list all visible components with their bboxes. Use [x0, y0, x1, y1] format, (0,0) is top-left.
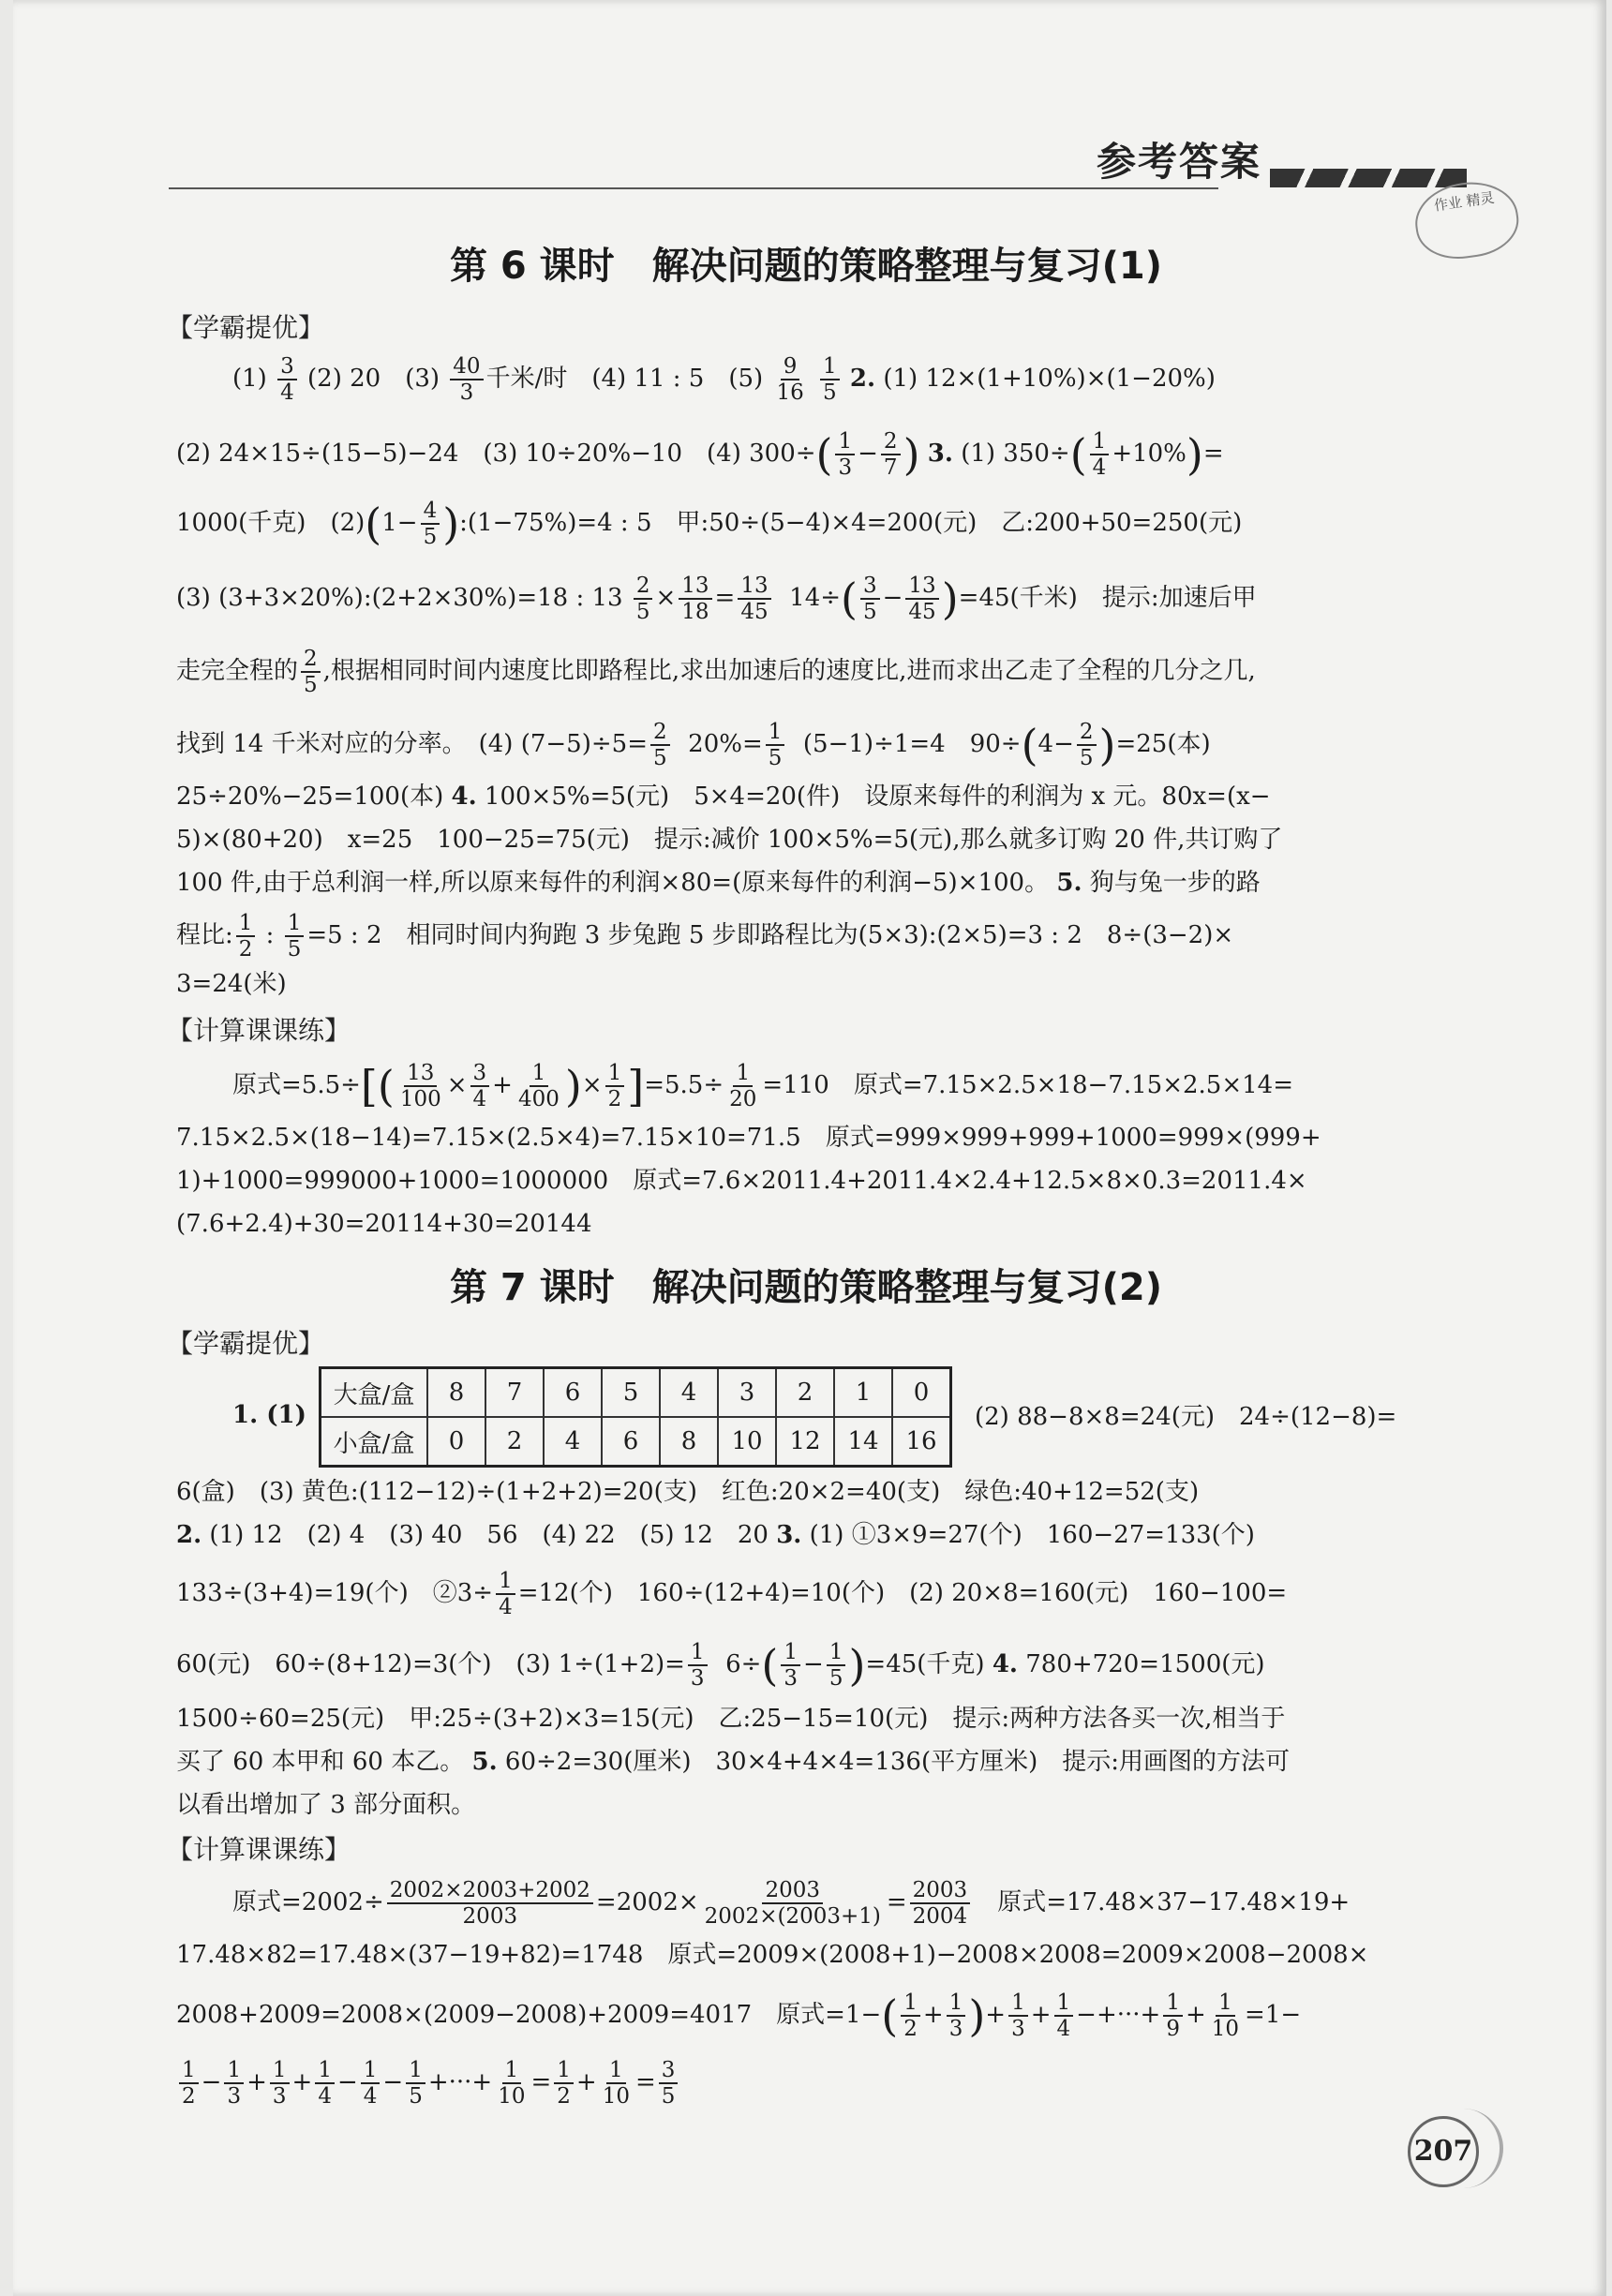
lesson7-title: 第 7 课时 解决问题的策略整理与复习(2) [449, 1266, 1163, 1309]
header-title: 参考答案 [1097, 139, 1262, 185]
l6-line10: 程比: $\frac{1}{2}$ : $\frac{1}{5}$ =5 : 2 相同时间内狗跑 3 步兔跑 5 步即路程比为(5×3):(2×5)=3 : 2 8÷(3−2)× [176, 911, 1234, 962]
stamp-logo: 作业 精灵 [1410, 176, 1523, 265]
table-cell: 10 [718, 1417, 776, 1467]
l7-line5: 1500÷60=25(元) 甲:25÷(3+2)×3=15(元) 乙:25−15=10(元) 提示:两种方法各买一次,相当于 [176, 1705, 1286, 1733]
l7-line7: 以看出增加了 3 部分面积。 [176, 1791, 476, 1819]
l6-line5: 走完全程的 $\frac{2}{5}$ ,根据相同时间内速度比即路程比,求出加速后的速度比,进而求出乙走了全程的几分之几, [176, 647, 1256, 697]
l7-line2: 2. (1) 12 (2) 4 (3) 40 56 (4) 22 (5) 12 20 3. (1) ①3×9=27(个) 160−27=133(个) [176, 1521, 1255, 1549]
l6-calc2: 7.15×2.5×(18−14)=7.15×(2.5×4)=7.15×10=71.5 原式=999×999+999+1000=999×(999+ [176, 1124, 1321, 1152]
table-cell: 12 [776, 1417, 834, 1467]
l7-line4: 60(元) 60÷(8+12)=3(个) (3) 1÷(1+2)= $\frac{1}{3}$ 6÷( $\frac{1}{3}$ − $\frac{1}{5}$ )=45(千克) 4. 780+720=1500(元) [176, 1640, 1265, 1691]
lesson6-tag-jisuan: 【计算课课练】 [167, 1015, 351, 1046]
lesson6-title: 第 6 课时 解决问题的策略整理与复习(1) [449, 245, 1163, 288]
l7-calc4: $\frac{1}{2}$ − $\frac{1}{3}$ + $\frac{1}{3}$ + $\frac{1}{4}$ − $\frac{1}{4}$ − $\frac{1}{5}$ +···+ $\frac{1}{10}$ = $\frac{1}{2}$ + $\frac{1}{10}$ = $\frac{3}{5}$ [176, 2058, 680, 2109]
l6-line7: 25÷20%−25=100(本) 4. 100×5%=5(元) 5×4=20(件) 设原来每件的利润为 x 元。80x=(x− [176, 783, 1271, 811]
header-decoration [1270, 169, 1467, 187]
table-cell: 2 [776, 1368, 834, 1418]
table-row [321, 1417, 951, 1467]
lesson7-tag-xueba: 【学霸提优】 [167, 1328, 325, 1359]
table-cell: 0 [427, 1417, 485, 1467]
header-rule [169, 187, 1218, 189]
l7-line6: 买了 60 本甲和 60 本乙。 5. 60÷2=30(厘米) 30×4+4×4=136(平方厘米) 提示:用画图的方法可 [176, 1748, 1291, 1776]
l7-table-right: (2) 88−8×8=24(元) 24÷(12−8)= [975, 1403, 1397, 1431]
lesson6-tag-xueba: 【学霸提优】 [167, 312, 325, 343]
l7-calc2: 17.48×82=17.48×(37−19+82)=1748 原式=2009×(2008+1)−2008×2008=2009×2008−2008× [176, 1941, 1369, 1969]
table-cell: 4 [660, 1368, 718, 1418]
l6-calc1: 原式=5.5÷[( $\frac{13}{100}$ × $\frac{3}{4}$ + $\frac{1}{400}$ )× $\frac{1}{2}$ ]=5.5÷ $\frac{1}{20}$ =110 原式=7.15×2.5×18−7.15×2.5×14= [232, 1061, 1293, 1111]
table-cell: 2 [485, 1417, 544, 1467]
table-cell: 4 [544, 1417, 602, 1467]
lesson7-tag-jisuan: 【计算课课练】 [167, 1834, 351, 1865]
table-cell: 8 [427, 1368, 485, 1418]
l6-line6: 找到 14 千米对应的分率。 (4) (7−5)÷5= $\frac{2}{5}$ 20%= $\frac{1}{5}$ (5−1)÷1=4 90÷(4− $\frac{2}{5}$ )=25(本) [176, 720, 1211, 770]
table-cell: 1 [834, 1368, 892, 1418]
table-cell: 7 [485, 1368, 544, 1418]
table-cell: 5 [602, 1368, 660, 1418]
l6-line2: (2) 24×15÷(15−5)−24 (3) 10÷20%−10 (4) 300÷( $\frac{1}{3}$ − $\frac{2}{7}$ ) 3. (1) 350÷( $\frac{1}{4}$ +10%)= [176, 429, 1224, 480]
box-table [319, 1366, 952, 1468]
table-cell: 0 [892, 1368, 951, 1418]
l6-calc3: 1)+1000=999000+1000=1000000 原式=7.6×2011.4+2011.4×2.4+12.5×8×0.3=2011.4× [176, 1167, 1307, 1195]
table-cell: 16 [892, 1417, 951, 1467]
l7-calc3: 2008+2009=2008×(2009−2008)+2009=4017 原式=1−( $\frac{1}{2}$ + $\frac{1}{3}$ )+ $\frac{1}{3}$ + $\frac{1}{4}$ −+···+ $\frac{1}{9}$ + $\frac{1}{10}$ =1− [176, 1990, 1302, 2041]
table-cell: 3 [718, 1368, 776, 1418]
l6-line4: (3) (3+3×20%):(2+2×30%)=18 : 13 $\frac{2}{5}$ × $\frac{13}{18}$ = $\frac{13}{45}$ 14÷( $\frac{3}{5}$ − $\frac{13}{45}$ )=45(千米) 提示:加速后甲 [176, 574, 1257, 624]
l7-line1: 6(盒) (3) 黄色:(112−12)÷(1+2+2)=20(支) 红色:20×2=40(支) 绿色:40+12=52(支) [176, 1478, 1200, 1506]
page-number: 207 [1408, 2116, 1479, 2187]
table-cell: 6 [544, 1368, 602, 1418]
l7-q1: 1. (1) [232, 1401, 306, 1429]
l6-line3: 1000(千克) (2)(1− $\frac{4}{5}$ ):(1−75%)=4 : 5 甲:50÷(5−4)×4=200(元) 乙:200+50=250(元) [176, 499, 1243, 549]
l6-line1: (1) $\frac{3}{4}$ (2) 20 (3) $\frac{40}{3}$ 千米/时 (4) 11 : 5 (5) $\frac{9}{16}$ $\frac{1}{5}$ 2. (1) 12×(1+10%)×(1−20%) [232, 354, 1216, 405]
l6-line9: 100 件,由于总利润一样,所以原来每件的利润×80=(原来每件的利润−5)×100。 5. 狗与兔一步的路 [176, 869, 1261, 897]
row-label: 小盒/盒 [321, 1417, 428, 1467]
l6-line11: 3=24(米) [176, 970, 287, 998]
l6-calc4: (7.6+2.4)+30=20114+30=20144 [176, 1210, 592, 1238]
table-cell: 14 [834, 1417, 892, 1467]
table-cell: 6 [602, 1417, 660, 1467]
l7-line3: 133÷(3+4)=19(个) ②3÷ $\frac{1}{4}$ =12(个) 160÷(12+4)=10(个) (2) 20×8=160(元) 160−100= [176, 1569, 1288, 1619]
row-label: 大盒/盒 [321, 1368, 428, 1418]
table-row [321, 1368, 951, 1418]
table-cell: 8 [660, 1417, 718, 1467]
l7-calc1: 原式=2002÷ $\frac{2002\times 2003+2002}{2003}$ =2002× $\frac{2003}{2002\times(2003+1)}$ = $\frac{2003}{2004}$ 原式=17.48×37−17.48×19+ [232, 1878, 1351, 1929]
l6-line8: 5)×(80+20) x=25 100−25=75(元) 提示:减价 100×5%=5(元),那么就多订购 20 件,共订购了 [176, 826, 1283, 854]
